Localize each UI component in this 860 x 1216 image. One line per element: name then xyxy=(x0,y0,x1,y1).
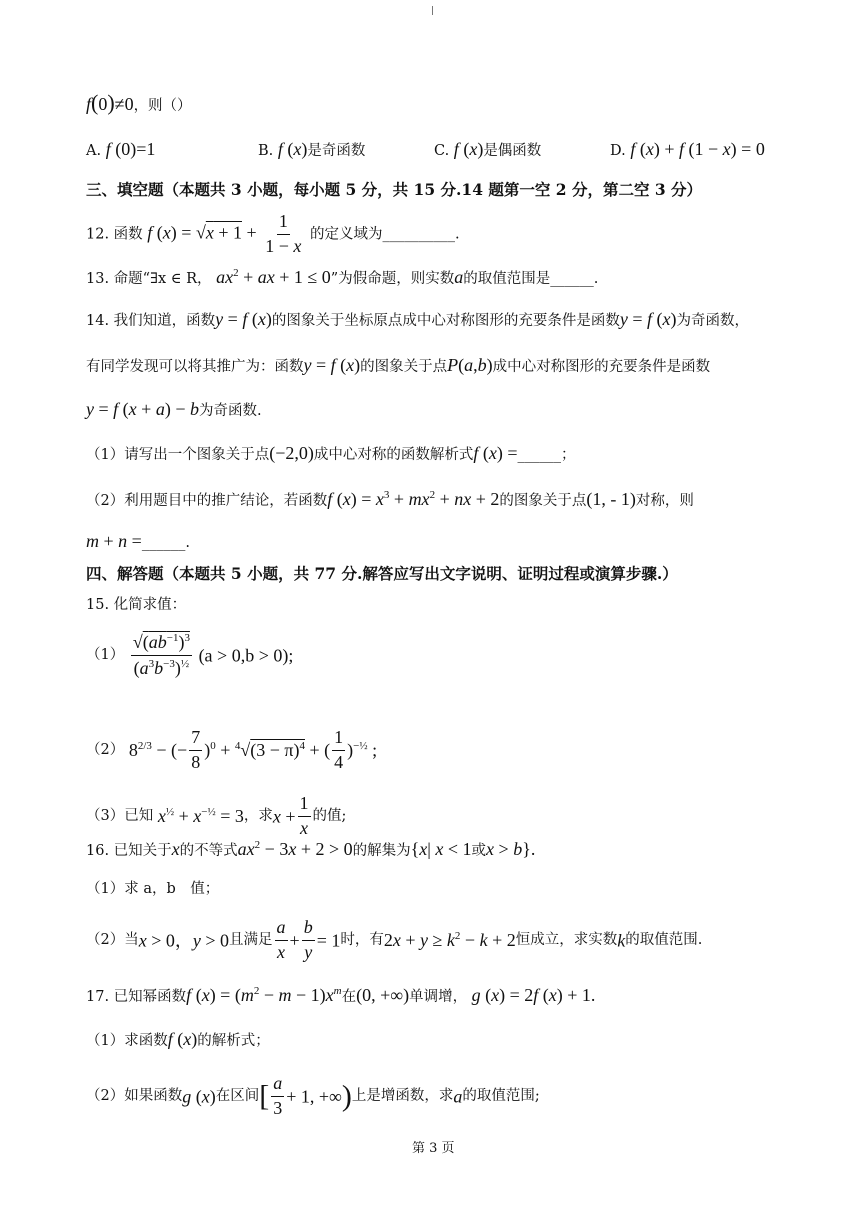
q11-option-d: D. f (x) + f (1 − x) = 0 xyxy=(610,139,765,159)
q11-option-c: C. f (x)是偶函数 xyxy=(434,139,542,159)
q11-cont-tail: ，则（） xyxy=(133,98,192,114)
question-12: 12. 函数 f (x) = √x + 1 + $\frac{1}{1 - x}$ 的定义域为__________. xyxy=(86,211,460,256)
question-14-line2: 有同学发现可以将其推广为：函数y = f (x)的图象关于点P(a,b)成中心对称图形的充要条件是函数 xyxy=(86,355,711,375)
question-13: 13. 命题“∃x ∈ R， $ax^2$ + ax + 1 ≤ 0”为假命题，则实数a的取值范围是______. xyxy=(86,267,599,287)
question-16-part1: （1）求 a，b 值； xyxy=(86,881,220,897)
question-15-part3: （3）已知 $x^{\frac{1}{2}} + x^{-\frac{1}{2}} = 3$，求x + $\frac{1}{x}$ 的值; xyxy=(86,793,347,838)
q11-continuation: f(0)≠0，则（） xyxy=(86,90,192,115)
question-17-part2: （2）如果函数g (x)在区间[ $\frac{a}{3}$ + 1, +∞)上是增函数，求a的取值范围; xyxy=(86,1073,540,1118)
q11-option-b: B. f (x)是奇函数 xyxy=(258,139,366,159)
question-16-part2: （2）当x > 0，y > 0且满足 $\frac{a}{x}$ + $\frac{b}{y}$ = 1时，有$2x + y \ge k^2 - k + 2$恒成立，求实数k的取值范围. xyxy=(86,917,703,962)
question-14-answer-line: m + n =______. xyxy=(86,531,190,551)
question-14-sub1: （1）请写出一个图象关于点(−2,0)成中心对称的函数解析式f (x) =______； xyxy=(86,443,576,463)
question-14-sub2: （2）利用题目中的推广结论，若函数f $(x) = x^3 + mx^2$ + nx + 2的图象关于点(1, - 1)对称，则 xyxy=(86,489,694,509)
question-17: 17. 已知幂函数f $(x) = (m^2 - m - 1)x^m$在(0, +∞)单调增， g (x) = 2f (x) + 1. xyxy=(86,985,596,1005)
question-15-title: 15. 化简求值： xyxy=(86,597,187,613)
question-16: 16. 已知关于x的不等式$ax^2 - 3x + 2 > 0$的解集为{x| x < 1或x > b}. xyxy=(86,839,536,859)
question-15-part1: （1） $\frac{√(ab^{-1})^3}{(a^3b^{-3})^{\frac{1}{2}}}$ (a > 0,b > 0); xyxy=(86,632,294,678)
page-top-mark xyxy=(432,6,433,15)
question-17-part1: （1）求函数f (x)的解析式； xyxy=(86,1029,270,1049)
question-15-part2: （2） $8^{2/3}$ − (− $\frac{7}{8}$ )$^0 + ^4√(3 - \pi)^4$ + ( $\frac{1}{4}$ )$^{-\frac{1}{2}}$ ; xyxy=(86,727,378,772)
q11-option-a: A. f (0)=1 xyxy=(86,139,156,159)
page-footer: 第 3 页 xyxy=(412,1141,455,1156)
question-14-line1: 14. 我们知道，函数y = f (x)的图象关于坐标原点成中心对称图形的充要条件是函数y = f (x)为奇函数， xyxy=(86,309,750,329)
section-4-heading: 四、解答题（本题共 5 小题，共 77 分.解答应写出文字说明、证明过程或演算步骤.） xyxy=(86,564,678,583)
section-3-heading: 三、填空题（本题共 3 小题，每小题 5 分，共 15 分.14 题第一空 2 分，第二空 3 分） xyxy=(86,180,703,199)
question-14-line3: y = f (x + a) − b为奇函数. xyxy=(86,399,262,419)
